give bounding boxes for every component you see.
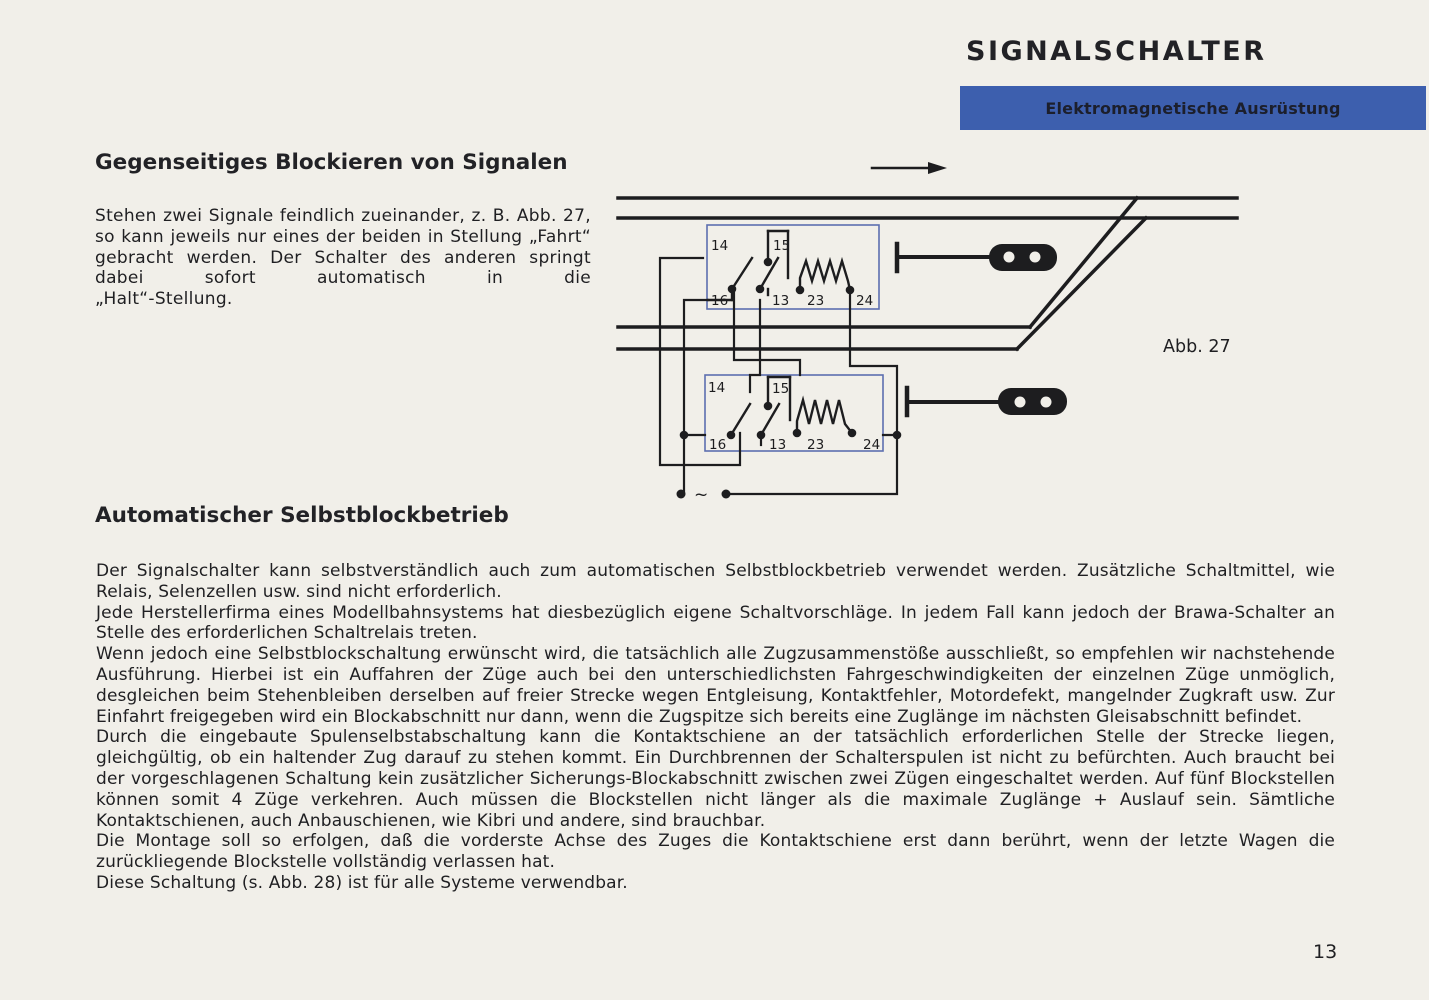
paragraph-6: Diese Schaltung (s. Abb. 28) ist für alle Systeme verwendbar. bbox=[96, 872, 628, 893]
terminal-16-top: 16 bbox=[711, 293, 729, 309]
direction-arrow bbox=[872, 162, 947, 174]
heading-blocking: Gegenseitiges Blockieren von Signalen bbox=[95, 150, 568, 175]
switch-box-bottom bbox=[705, 375, 883, 451]
terminal-13-top: 13 bbox=[772, 293, 790, 309]
paragraph-5: Die Montage soll so erfolgen, daß die vorderste Achse des Zuges die Kontaktschiene erst dann berührt, wenn der letzte Wagen die zurückliegende Blockstelle vollständig verlassen hat. bbox=[96, 831, 1335, 873]
page-title: SIGNALSCHALTER bbox=[966, 36, 1267, 67]
terminal-15-bottom: 15 bbox=[772, 381, 790, 397]
paragraph-4: Durch die eingebaute Spulenselbstabschaltung kann die Kontaktschiene an der tatsächlich erforderlichen Stelle der Strecke liegen, gleichgültig, ob ein haltender Zug darauf zu stehen kommt. Ein Durchbrennen der Schalterspulen ist nicht zu befürchten. Auch braucht bei der vorgeschlagenen Schaltung kein zusätzlicher Sicherungs-Blockabschnitt zwischen zwei Zügen eingeschaltet werden. Auf fünf Blockstellen können somit 4 Züge verkehren. Auch müssen die Blockstellen nicht länger als die maximale Zuglänge + Auslauf sein. Sämtliche Kontaktschienen, auch Anbauschienen, wie Kibri und andere, sind brauchbar. bbox=[96, 727, 1335, 831]
figure-caption: Abb. 27 bbox=[1163, 337, 1231, 357]
signal-top bbox=[897, 244, 1057, 271]
page-number: 13 bbox=[1313, 941, 1338, 963]
intro-text: Stehen zwei Signale feindlich zueinander, z. B. Abb. 27, so kann jeweils nur eines der beiden in Stellung „Fahrt“ gebracht werden. Der Schalter des anderen springt dabei sofort automatisch in die bbox=[95, 206, 591, 289]
terminal-24-top: 24 bbox=[856, 293, 874, 309]
body-text bbox=[96, 561, 1335, 894]
terminal-24-bottom: 24 bbox=[863, 437, 881, 453]
heading-auto-block: Automatischer Selbstblockbetrieb bbox=[95, 503, 509, 528]
terminal-23-top: 23 bbox=[807, 293, 825, 309]
paragraph-3: Wenn jedoch eine Selbstblockschaltung erwünscht wird, die tatsächlich alle Zugzusammenstöße ausschließt, so empfehlen wir nachstehende Ausführung. Hierbei ist ein Auffahren der Züge auch bei den unterschiedlichsten Fahrgeschwindigkeiten der einzelnen Züge unmöglich, desgleichen beim Stehenbleiben derselben auf freier Strecke wegen Entgleisung, Kontaktfehler, Motordefekt, mangelnder Zugkraft usw. Zur Einfahrt freigegeben wird ein Blockabschnitt nur dann, wenn die Zugspitze sich bereits eine Zuglänge im nächsten Gleisabschnitt befindet. bbox=[96, 644, 1335, 727]
section-band-label: Elektromagnetische Ausrüstung bbox=[1045, 98, 1341, 118]
ac-supply-symbol: ~ bbox=[694, 485, 709, 505]
terminal-14-bottom: 14 bbox=[708, 380, 726, 396]
terminal-16-bottom: 16 bbox=[709, 437, 727, 453]
paragraph-1: Der Signalschalter kann selbstverständlich auch zum automatischen Selbstblockbetrieb verwendet werden. Zusätzliche Schaltmittel, wie Relais, Selenzellen usw. sind nicht erforderlich. bbox=[96, 561, 1335, 602]
terminal-15-top: 15 bbox=[773, 238, 791, 254]
paragraph-2: Jede Herstellerfirma eines Modellbahnsystems hat diesbezüglich eigene Schaltvorschläge. In jedem Fall kann jedoch der Brawa-Schalter an Stelle des erforderlichen Schaltrelais treten. bbox=[96, 602, 1335, 644]
terminal-13-bottom: 13 bbox=[769, 437, 787, 453]
signal-bottom bbox=[907, 388, 1067, 415]
terminal-23-bottom: 23 bbox=[807, 437, 825, 453]
terminal-14-top: 14 bbox=[711, 238, 729, 254]
track-lines bbox=[618, 198, 1237, 349]
intro-text-last: „Halt“-Stellung. bbox=[95, 289, 233, 310]
